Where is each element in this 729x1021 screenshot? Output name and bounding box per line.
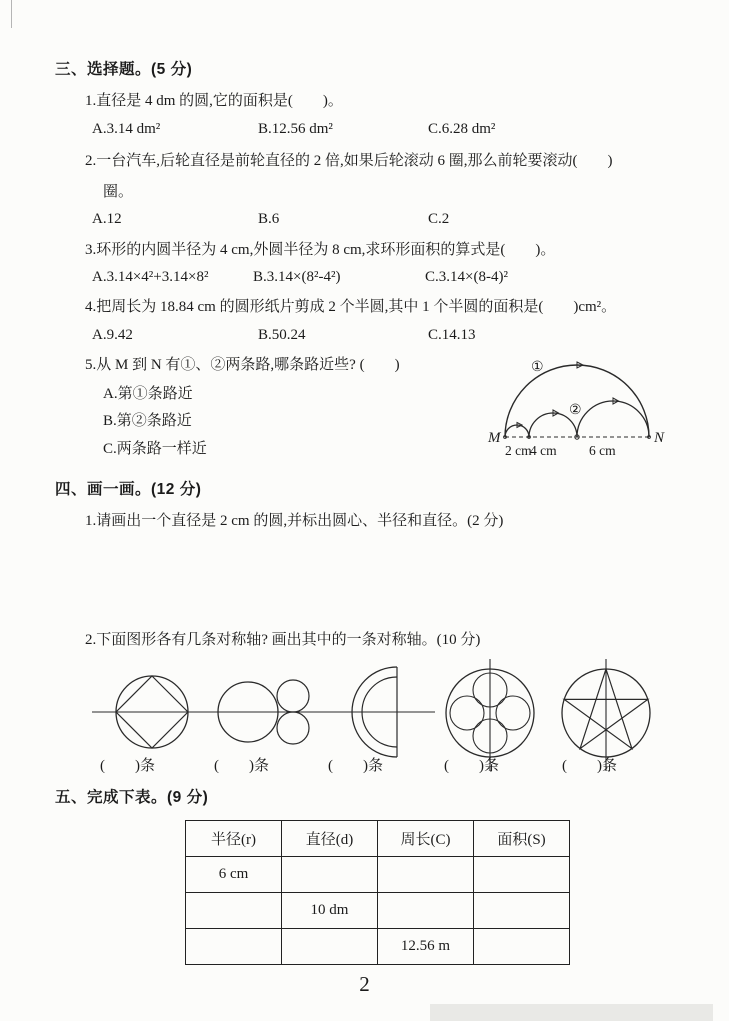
cell-r1-diameter: [282, 857, 378, 893]
answer-blank-4: ( )条: [444, 758, 499, 774]
q5-text: 5.从 M 到 N 有①、②两条路,哪条路近些? ( ): [85, 357, 400, 373]
section5-title: 五、完成下表。(9 分): [55, 789, 209, 806]
table-header-row: [186, 821, 570, 857]
seg2-label: 4 cm: [530, 443, 557, 458]
q1-option-c: C.6.28 dm²: [428, 121, 496, 137]
answer-blank-3: ( )条: [328, 758, 383, 774]
cell-r1-area: [474, 857, 570, 893]
header-circumference: 周长(C): [378, 821, 474, 857]
cell-r2-radius: [186, 893, 282, 929]
route2-label: ②: [569, 403, 582, 418]
point-m-label: M: [488, 430, 501, 446]
q1-option-a: A.3.14 dm²: [92, 121, 161, 137]
answer-blank-5: ( )条: [562, 758, 617, 774]
answer-blank-2: ( )条: [214, 758, 269, 774]
section4-q1-text: 1.请画出一个直径是 2 cm 的圆,并标出圆心、半径和直径。(2 分): [85, 513, 504, 529]
table-row: [186, 893, 570, 929]
shape-half-ring: [323, 664, 439, 760]
q5-option-b: B.第②条路近: [103, 413, 192, 429]
section4-q2-text: 2.下面图形各有几条对称轴? 画出其中的一条对称轴。(10 分): [85, 632, 481, 648]
q2-text-line2: 圈。: [103, 184, 134, 200]
scan-artifact-bar: [430, 1004, 713, 1021]
q2-option-a: A.12: [92, 211, 122, 227]
section4-title: 四、画一画。(12 分): [55, 481, 202, 498]
header-diameter: 直径(d): [282, 821, 378, 857]
q1-text: 1.直径是 4 dm 的圆,它的面积是( )。: [85, 93, 343, 109]
big-semicircle-route1: [505, 365, 649, 437]
shape-circle-inscribed-square: [90, 670, 216, 755]
seg3-label: 6 cm: [589, 443, 616, 458]
point-n-label: N: [654, 430, 665, 446]
route1-label: ①: [531, 360, 544, 375]
q1-option-b: B.12.56 dm²: [258, 121, 333, 137]
q5-option-c: C.两条路一样近: [103, 441, 207, 457]
table-row: [186, 857, 570, 893]
cell-r3-circumference: 12.56 m: [378, 929, 474, 965]
cell-r2-circumference: [378, 893, 474, 929]
cell-r1-circumference: [378, 857, 474, 893]
q5-option-a: A.第①条路近: [103, 386, 193, 402]
route-diagram: [485, 348, 680, 462]
cell-r3-area: [474, 929, 570, 965]
q3-option-b: B.3.14×(8²-4²): [253, 269, 341, 285]
section3-title: 三、选择题。(5 分): [55, 61, 193, 78]
q4-text: 4.把周长为 18.84 cm 的圆形纸片剪成 2 个半圆,其中 1 个半圆的面积是( )cm²。: [85, 299, 617, 315]
q4-option-b: B.50.24: [258, 327, 306, 343]
q3-option-c: C.3.14×(8-4)²: [425, 269, 508, 285]
shape-clover-in-circle: [440, 658, 540, 772]
q2-option-c: C.2: [428, 211, 450, 227]
cell-r3-diameter: [282, 929, 378, 965]
cell-r1-radius: 6 cm: [186, 857, 282, 893]
circle-dimensions-table: [185, 820, 570, 965]
q3-option-a: A.3.14×4²+3.14×8²: [92, 269, 209, 285]
q2-option-b: B.6: [258, 211, 280, 227]
shape-star-in-circle: [556, 658, 656, 772]
scan-artifact-line: [11, 0, 12, 28]
cell-r2-area: [474, 893, 570, 929]
cell-r2-diameter: 10 dm: [282, 893, 378, 929]
q4-option-c: C.14.13: [428, 327, 476, 343]
table-row: [186, 929, 570, 965]
header-area: 面积(S): [474, 821, 570, 857]
q2-text-line1: 2.一台汽车,后轮直径是前轮直径的 2 倍,如果后轮滚动 6 圈,那么前轮要滚动( ): [85, 153, 613, 169]
answer-blank-1: ( )条: [100, 758, 155, 774]
header-radius: 半径(r): [186, 821, 282, 857]
q4-option-a: A.9.42: [92, 327, 133, 343]
shape-tangent-circles: [203, 672, 331, 752]
small-semicircle-6cm: [577, 401, 649, 437]
seg1-label: 2 cm: [505, 443, 532, 458]
page-number: 2: [359, 972, 370, 996]
cell-r3-radius: [186, 929, 282, 965]
q3-text: 3.环形的内圆半径为 4 cm,外圆半径为 8 cm,求环形面积的算式是( )。: [85, 242, 556, 258]
